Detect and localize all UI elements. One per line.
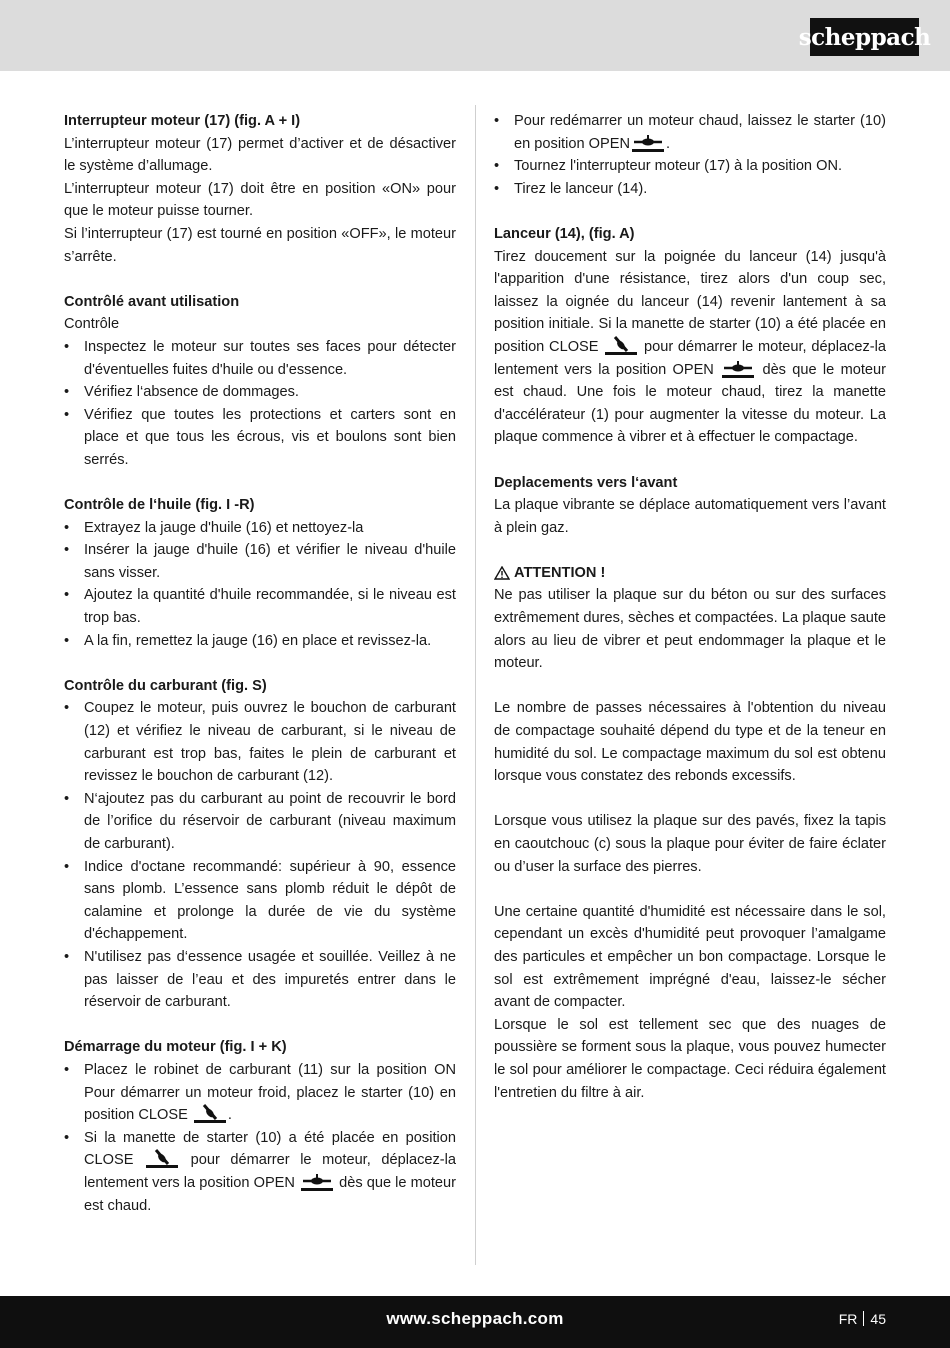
choke-open-icon [632,133,664,152]
section-title-starter: Lanceur (14), (fig. A) [494,225,635,242]
engine-start-list [64,1059,456,1217]
list-item: • Insérer la jauge d'huile (16) et vérifier le niveau d'huile sans visser. [64,539,456,584]
column-divider [475,105,476,1265]
list-item: • Placez le robinet de carburant (11) sur la position ON Pour démarrer un moteur froid, placez le starter (10) en position CLOSE . [64,1059,456,1127]
warning-triangle-icon [494,566,510,580]
paragraph: Si l’interrupteur (17) est tourné en position «OFF», le moteur s’arrête. [64,225,456,265]
paragraph: Une certaine quantité d'humidité est nécessaire dans le sol, cependant un excès d'humidité peut provoquer l’amalgame des particules et empêcher un bon compactage. Lorsque le sol est extrêmement imprégné d'eau, laissez-le sécher avant de compacter. [494,903,886,1011]
list-item: • Extrayez la jauge d'huile (16) et nettoyez-la [64,517,456,540]
choke-close-icon [194,1104,226,1123]
paragraph: L’interrupteur moteur (17) permet d’activer et de désactiver le système d’allumage. [64,135,456,175]
list-item: • Coupez le moteur, puis ouvrez le bouchon de carburant (12) et vérifiez le niveau de carburant, si le niveau de carburant est trop bas, faites le plein de carburant et revissez le bouchon de carburant (12). [64,697,456,787]
choke-open-icon [301,1172,333,1191]
language-code: FR [838,1311,858,1327]
header-bar [0,0,950,71]
paragraph: La plaque vibrante se déplace automatiquement vers l’avant à plein gaz. [494,497,886,536]
list-item: • Vérifiez que toutes les protections et carters sont en place et que tous les écrous, vis et boulons sont bien serrés. [64,404,456,472]
choke-close-icon [605,336,637,355]
list-item: • Pour redémarrer un moteur chaud, laissez le starter (10) en position OPEN . [494,110,886,155]
list-item: • Tournez l'interrupteur moteur (17) à la position ON. [494,155,886,178]
paragraph: Ne pas utiliser la plaque sur du béton ou sur des surfaces extrêmement dures, sèches et compactées. La plaque saute alors au lieu de vibrer et peut endommager la plaque et le moteur. [494,587,886,672]
choke-close-icon [146,1149,178,1168]
fuel-check-list [64,697,456,1013]
paragraph: Lorsque vous utilisez la plaque sur des pavés, fixez la tapis en caoutchouc (c) sous la plaque pour éviter de faire éclater ou d’user la surface des pierres. [494,813,886,875]
section-title-oil-check: Contrôle de l‘huile (fig. I -R) [64,497,255,514]
section-title-forward-movement: Deplacements vers l‘avant [494,474,678,491]
section-title-pre-use-check: Contrôlé avant utilisation [64,293,240,310]
list-item: • Vérifiez l‘absence de dommages. [64,381,456,404]
left-column [64,110,456,1217]
list-item: • N‘ajoutez pas du carburant au point de recouvrir le bord de l’orifice du réservoir de carburant (niveau maximum de carburant). [64,788,456,856]
oil-check-list [64,517,456,653]
website-link[interactable]: www.scheppach.com [386,1309,564,1328]
right-column [494,110,886,1104]
page-number: 45 [870,1311,886,1327]
restart-list [494,110,886,200]
list-item: • Tirez le lanceur (14). [494,178,886,201]
section-title-engine-switch: Interrupteur moteur (17) (fig. A + I) [64,113,301,129]
checklist [64,336,456,472]
list-item: • A la fin, remettez la jauge (16) en place et revissez-la. [64,630,456,653]
scheppach-logo: scheppach [810,18,919,56]
paragraph: Lorsque le sol est tellement sec que des nuages de poussière se forment sous la plaque, vous pouvez humecter le sol pour améliorer le compactage. Ceci réduira également l'entretien du filtre à air. [494,1016,886,1101]
choke-open-icon [722,359,754,378]
page-indicator [839,1311,886,1327]
section-title-engine-start: Démarrage du moteur (fig. I + K) [64,1039,287,1056]
section-title-fuel-check: Contrôle du carburant (fig. S) [64,677,267,694]
list-item: • N'utilisez pas d‘essence usagée et souillée. Veillez à ne pas laisser de l’eau et des impuretés entrer dans le réservoir de carburant. [64,946,456,1014]
paragraph: Le nombre de passes nécessaires à l'obtention du niveau de compactage souhaité dépend du type et de la teneur en humidité du sol. Le compactage maximum du sol est obtenu lorsque vous constatez des rebonds excessifs. [494,700,886,785]
list-item: • Indice d'octane recommandé: supérieur à 90, essence sans plomb. L’essence sans plomb réduit le dépôt de calamine et prolonge la durée de vie du système d'échappement. [64,856,456,946]
attention-heading: ATTENTION ! [494,562,886,585]
subheading: Contrôle [64,316,120,333]
list-item: • Inspectez le moteur sur toutes ses faces pour détecter d'éventuelles fuites d'huile ou d'essence. [64,336,456,381]
list-item: • Si la manette de starter (10) a été placée en position CLOSE pour démarrer le moteur, déplacez-la lentement vers la position OPEN dès que le moteur est chaud. [64,1127,456,1217]
paragraph: Tirez doucement sur la poignée du lanceur (14) jusqu'à l'apparition d'une résistance, tirez alors d'un coup sec, laissez la oignée du lanceur (14) revenir lantement à sa position initiale. Si la manette de starter (10) a été placée en position CLOSE pour démarrer le moteur, déplacez-la lentement vers la position OPEN dès que le moteur est chaud. Une fois le moteur chaud, tirez la manette d'accélérateur (1) pour augmenter la vitesse du moteur. La plaque commence à vibrer et à effectuer le compactage. [494,248,886,446]
list-item: • Ajoutez la quantité d'huile recommandée, si le niveau est trop bas. [64,584,456,629]
paragraph: L’interrupteur moteur (17) doit être en position «ON» pour que le moteur puisse tourner. [64,180,456,220]
footer-bar [0,1296,950,1348]
